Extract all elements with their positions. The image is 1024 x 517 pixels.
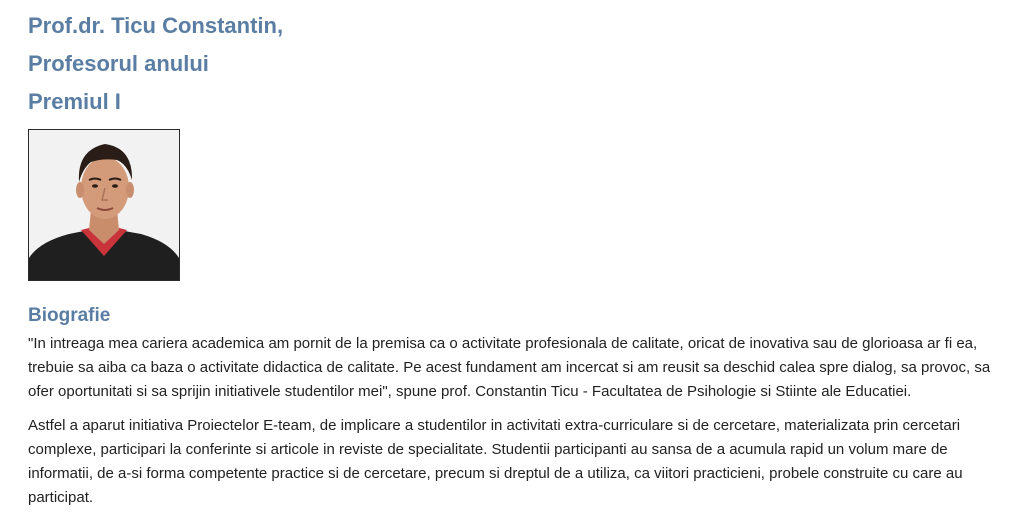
portrait-photo — [28, 129, 180, 281]
portrait-image — [29, 130, 179, 280]
award-title-heading: Profesorul anului — [28, 51, 209, 76]
biography-paragraph-2: Astfel a aparut initiativa Proiectelor E-team, de implicare a studentilor in activitati extra-curriculare si de cercetare, materializata prin cercetari complexe, participari la conferinte si articole in reviste de specialitate. Studentii participanti au sansa de a acumula rapid un volum mare de informatii, de a-si forma competente practice si de cercetare, precum si dreptul de a utiliza, ca viitori practicieni, probele construite cu care au participat. — [28, 417, 963, 506]
award-rank-heading: Premiul I — [28, 89, 121, 114]
biography-heading: Biografie — [28, 305, 111, 326]
article — [28, 0, 1008, 510]
biography-paragraph-1: "In intreaga mea cariera academica am pornit de la premisa ca o activitate profesionala de calitate, oricat de inovativa sau de glorioasa ar fi ea, trebuie sa aiba ca baza o activitate didactica de calitate. Pe acest fundament am incercat si am reusit sa deschid calea spre dialog, sa provoc, sa ofer oportunitati si sa sprijin initiativele studentilor mei", spune prof. Constantin Ticu - Facultatea de Psihologie si Stiinte ale Educatiei. — [28, 335, 991, 400]
name-heading: Prof.dr. Ticu Constantin, — [28, 13, 284, 38]
